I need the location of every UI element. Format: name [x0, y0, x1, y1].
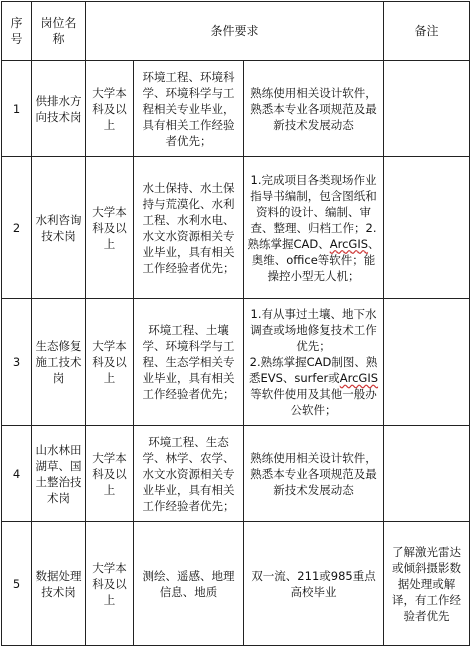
- row-remarks: [384, 299, 470, 426]
- row-major: 环境工程、土壤学、环境科学与工程、生态学相关专业毕业，具有相关工作经验者优先；: [134, 299, 244, 426]
- row-major: 测绘、遥感、地理信息、地质: [134, 522, 244, 646]
- row-position: 山水林田湖草、国土整治技术岗: [32, 426, 86, 522]
- row-remarks: [384, 61, 470, 157]
- row-education: 大学本科及以上: [86, 426, 134, 522]
- row-remarks: [384, 426, 470, 522]
- row-education: 大学本科及以上: [86, 157, 134, 299]
- header-position: 岗位名称: [32, 2, 86, 61]
- row-skills: [244, 157, 384, 299]
- header-index: 序号: [2, 2, 32, 61]
- row-remarks: 了解激光雷达或倾斜摄影数据处理或解译，有工作经验者优先: [384, 522, 470, 646]
- table-row: [2, 299, 470, 426]
- row-remarks: [384, 157, 470, 299]
- row-position: 生态修复施工技术岗: [32, 299, 86, 426]
- arcgis-text: ArcGIS: [339, 371, 379, 385]
- skills-text: 1.有从事过土壤、地下水调查或场地修复技术工作优先；: [250, 307, 377, 353]
- skills-text: 1.完成项目各类现场作业指导书编制，包含图纸和资料的设计、编制、审查、整理、归档工作；2.熟练掌握CAD、: [247, 172, 377, 251]
- skills-text: 、奥维、office等软件；能操控小型无人机；: [251, 236, 380, 283]
- row-position: 水利咨询技术岗: [32, 157, 86, 299]
- requirements-table: [1, 1, 470, 646]
- skills-text: 等软件使用及其他一般办公软件；: [250, 387, 377, 417]
- row-index: 1: [2, 61, 32, 157]
- table-row: [2, 522, 470, 646]
- row-skills: 熟练使用相关设计软件，熟悉本专业各项规范及最新技术发展动态: [244, 61, 384, 157]
- row-index: 5: [2, 522, 32, 646]
- row-education: 大学本科及以上: [86, 61, 134, 157]
- row-index: 3: [2, 299, 32, 426]
- table-row: [2, 157, 470, 299]
- row-education: 大学本科及以上: [86, 299, 134, 426]
- row-position: 供排水方向技术岗: [32, 61, 86, 157]
- row-major: 环境工程、环境科学、环境科学与工程相关专业毕业，具有相关工作经验者优先；: [134, 61, 244, 157]
- header-row: [2, 2, 470, 61]
- row-index: 4: [2, 426, 32, 522]
- header-remarks: 备注: [384, 2, 470, 61]
- row-skills: 熟练使用相关设计软件，熟悉本专业各项规范及最新技术发展动态: [244, 426, 384, 522]
- row-skills: 双一流、211或985重点高校毕业: [244, 522, 384, 646]
- row-skills: [244, 299, 384, 426]
- skills-text: 2.熟练掌握CAD制图、熟悉EVS、surfer或: [248, 355, 378, 385]
- table-row: [2, 426, 470, 522]
- row-index: 2: [2, 157, 32, 299]
- row-major: 水土保持、水土保持与荒漠化、水利工程、水利水电、水文水资源相关专业毕业，具有相关工作经验者优先；: [134, 157, 244, 299]
- table-row: [2, 61, 470, 157]
- row-education: 大学本科及以上: [86, 522, 134, 646]
- row-position: 数据处理技术岗: [32, 522, 86, 646]
- header-conditions: 条件要求: [86, 2, 384, 61]
- arcgis-text: ArcGIS: [329, 236, 369, 251]
- row-major: 环境工程、生态学、林学、农学、水文水资源相关专业毕业，具有相关工作经验者优先；: [134, 426, 244, 522]
